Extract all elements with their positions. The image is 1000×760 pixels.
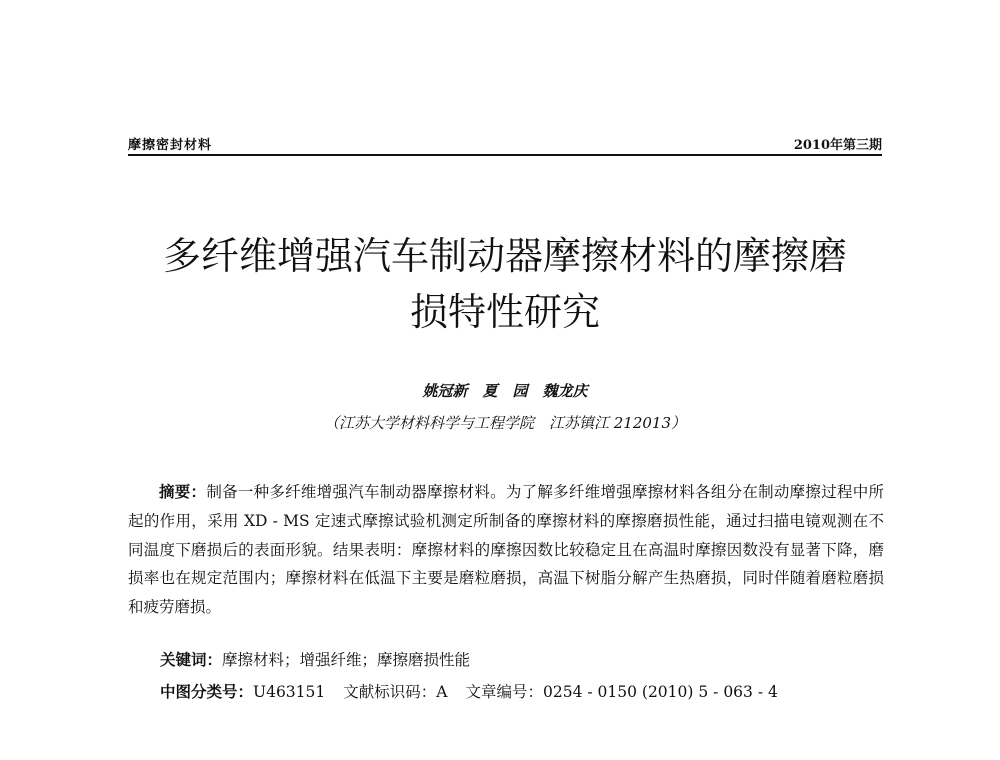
keywords-label: 关键词： xyxy=(160,650,223,669)
title-line-1: 多纤维增强汽车制动器摩擦材料的摩擦磨 xyxy=(162,234,847,278)
abstract-label: 摘要： xyxy=(159,482,207,501)
doc-code-label: 文献标识码： xyxy=(343,683,437,701)
doc-code-value: A xyxy=(436,683,448,701)
abstract xyxy=(128,478,884,622)
running-header xyxy=(128,134,882,156)
keywords xyxy=(160,648,880,670)
header-rule xyxy=(128,154,882,156)
journal-name: 摩擦密封材料 xyxy=(128,138,213,153)
article-no-value: 0254 - 0150 (2010) 5 - 063 - 4 xyxy=(542,683,778,701)
article-no-label: 文章编号： xyxy=(465,683,543,701)
issue-info: 2010年第三期 xyxy=(793,138,882,153)
clc-label: 中图分类号： xyxy=(160,682,254,701)
affiliation: （江苏大学材料科学与工程学院 江苏镇江 212013） xyxy=(323,414,687,432)
title-line-2: 损特性研究 xyxy=(409,290,600,334)
keywords-text: 摩擦材料；增强纤维；摩擦磨损性能 xyxy=(222,651,471,669)
classification-line xyxy=(160,680,880,702)
authors: 姚冠新 夏 园 魏龙庆 xyxy=(422,382,588,400)
clc-value: U463151 xyxy=(253,683,326,701)
abstract-text: 制备一种多纤维增强汽车制动器摩擦材料。为了解多纤维增强摩擦材料各组分在制动摩擦过程中所起的作用，采用 XD - MS 定速式摩擦试验机测定所制备的摩擦材料的摩擦磨损性能，通过扫描电镜观测在不同温度下磨损后的表面形貌。结果表明：摩擦材料的摩擦因数比较稳定且在高温时摩擦因数没有显著下降，磨损率也在规定范围内；摩擦材料在低温下主要是磨粒磨损，高温下树脂分解产生热磨损，同时伴随着磨粒磨损和疲劳磨损。 xyxy=(128,483,884,617)
paper-title xyxy=(100,228,910,340)
